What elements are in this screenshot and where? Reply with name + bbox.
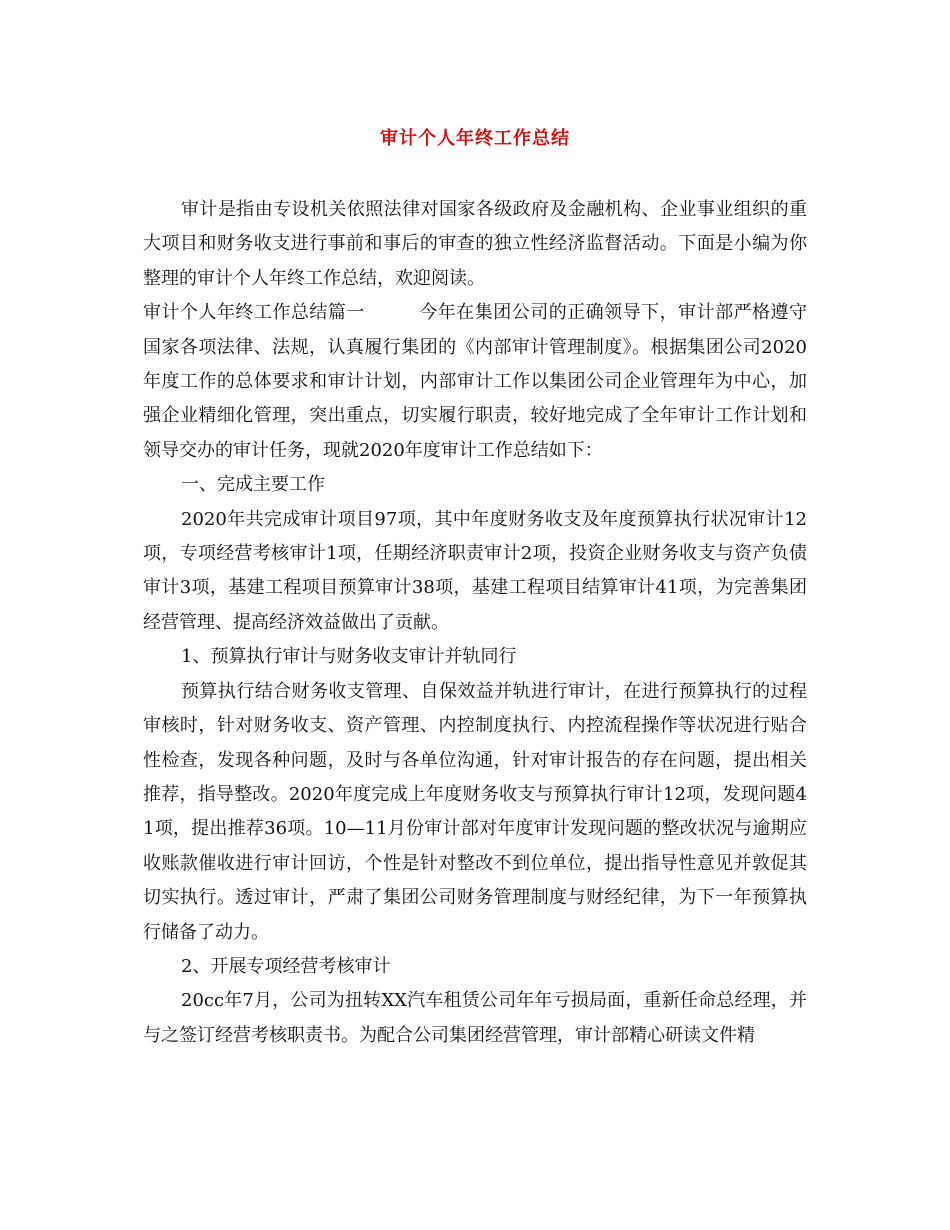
paragraph-budget-audit: 预算执行结合财务收支管理、自保效益并轨进行审计，在进行预算执行的过程审核时，针对财务收支、资产管理、内控制度执行、内控流程操作等状况进行贴合性检查，发现各种问题，及时与各单位沟通，针对审计报告的存在问题，提出相关推荐，指导整改。2020年度完成上年度财务收支与预算执行审计12项，发现问题41项，提出推荐36项。10—11月份审计部对年度审计发现问题的整改状况与逾期应收账款催收进行审计回访，个性是针对整改不到位单位，提出指导性意见并敦促其切实执行。透过审计，严肃了集团公司财务管理制度与财经纪律，为下一年预算执行储备了动力。 — [143, 680, 807, 943]
section-paragraph — [143, 296, 807, 468]
heading-budget-audit: 1、预算执行审计与财务收支审计并轨同行 — [181, 646, 517, 668]
section-heading: 审计个人年终工作总结篇一 — [143, 302, 365, 324]
intro-paragraph: 审计是指由专设机关依照法律对国家各级政府及金融机构、企业事业组织的重大项目和财务收支进行事前和事后的审查的独立性经济监督活动。下面是小编为你整理的审计个人年终工作总结，欢迎阅读。 — [143, 199, 807, 289]
heading-special-audit: 2、开展专项经营考核审计 — [181, 955, 391, 977]
section-opening: 今年在集团公司的正确领导下，审计部严格遵守国家各项法律、法规，认真履行集团的《内部审计管理制度》。根据集团公司2020年度工作的总体要求和审计计划，内部审计工作以集团公司企业管理年为中心，加强企业精细化管理，突出重点，切实履行职责，较好地完成了全年审计工作计划和领导交办的审计任务，现就2020年度审计工作总结如下： — [143, 302, 808, 461]
document-title: 审计个人年终工作总结 — [380, 128, 570, 149]
paragraph-main-work: 2020年共完成审计项目97项，其中年度财务收支及年度预算执行状况审计12项，专项经营考核审计1项，任期经济职责审计2项，投资企业财务收支与资产负债审计3项，基建工程项目预算审计38项，基建工程项目结算审计41项，为完善集团经营管理、提高经济效益做出了贡献。 — [143, 508, 807, 633]
heading-main-work: 一、完成主要工作 — [181, 474, 325, 496]
document-body — [143, 193, 807, 1053]
paragraph-special-audit: 20cc年7月，公司为扭转XX汽车租赁公司年年亏损局面，重新任命总经理，并与之签订经营考核职责书。为配合公司集团经营管理，审计部精心研读文件精 — [143, 990, 807, 1046]
